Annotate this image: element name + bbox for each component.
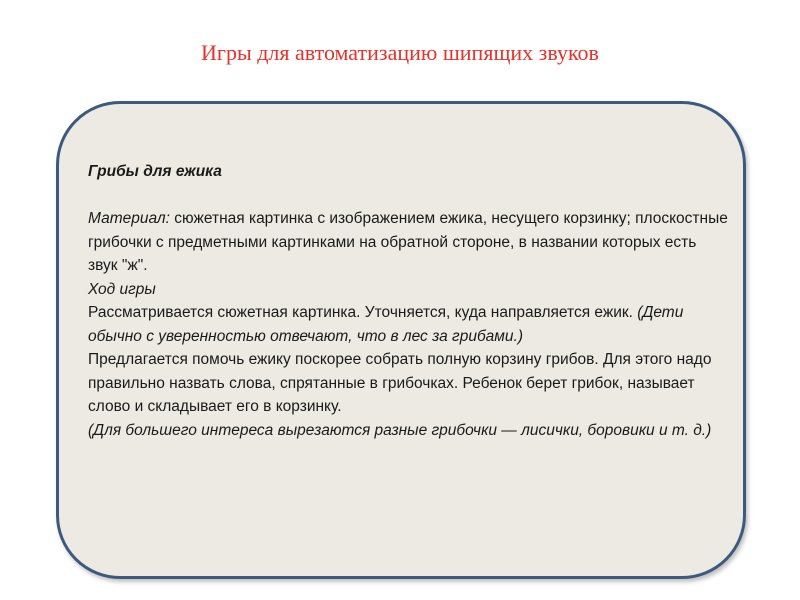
step1-paragraph xyxy=(88,301,728,348)
spacer xyxy=(88,184,728,208)
final-note: (Для большего интереса вырезаются разные грибочки — лисички, боровики и т. д.) xyxy=(88,421,712,439)
slide-title: Игры для автоматизацию шипящих звуков xyxy=(201,40,599,65)
step2-paragraph: Предлагается помочь ежику поскорее собрать полную корзину грибов. Для этого надо правильно назвать слова, спрятанные в грибочках. Ребенок берет грибок, называет слово и складывает его в корзинку. xyxy=(88,351,712,415)
card-content xyxy=(88,160,728,442)
material-label: Материал: xyxy=(88,210,170,227)
game-heading: Грибы для ежика xyxy=(88,163,222,180)
material-text: сюжетная картинка с изображением ежика, несущего корзинку; плоскостные грибочки с предметными картинками на обратной стороне, в названии которых есть звук "ж". xyxy=(88,210,728,274)
material-paragraph xyxy=(88,207,728,278)
step1-text: Рассматривается сюжетная картинка. Уточняется, куда направляется ежик. xyxy=(88,304,638,321)
progress-label: Ход игры xyxy=(88,280,156,298)
step1-note: (Дети обычно с уверенностью отвечают, что в лес за грибами.) xyxy=(88,304,684,345)
